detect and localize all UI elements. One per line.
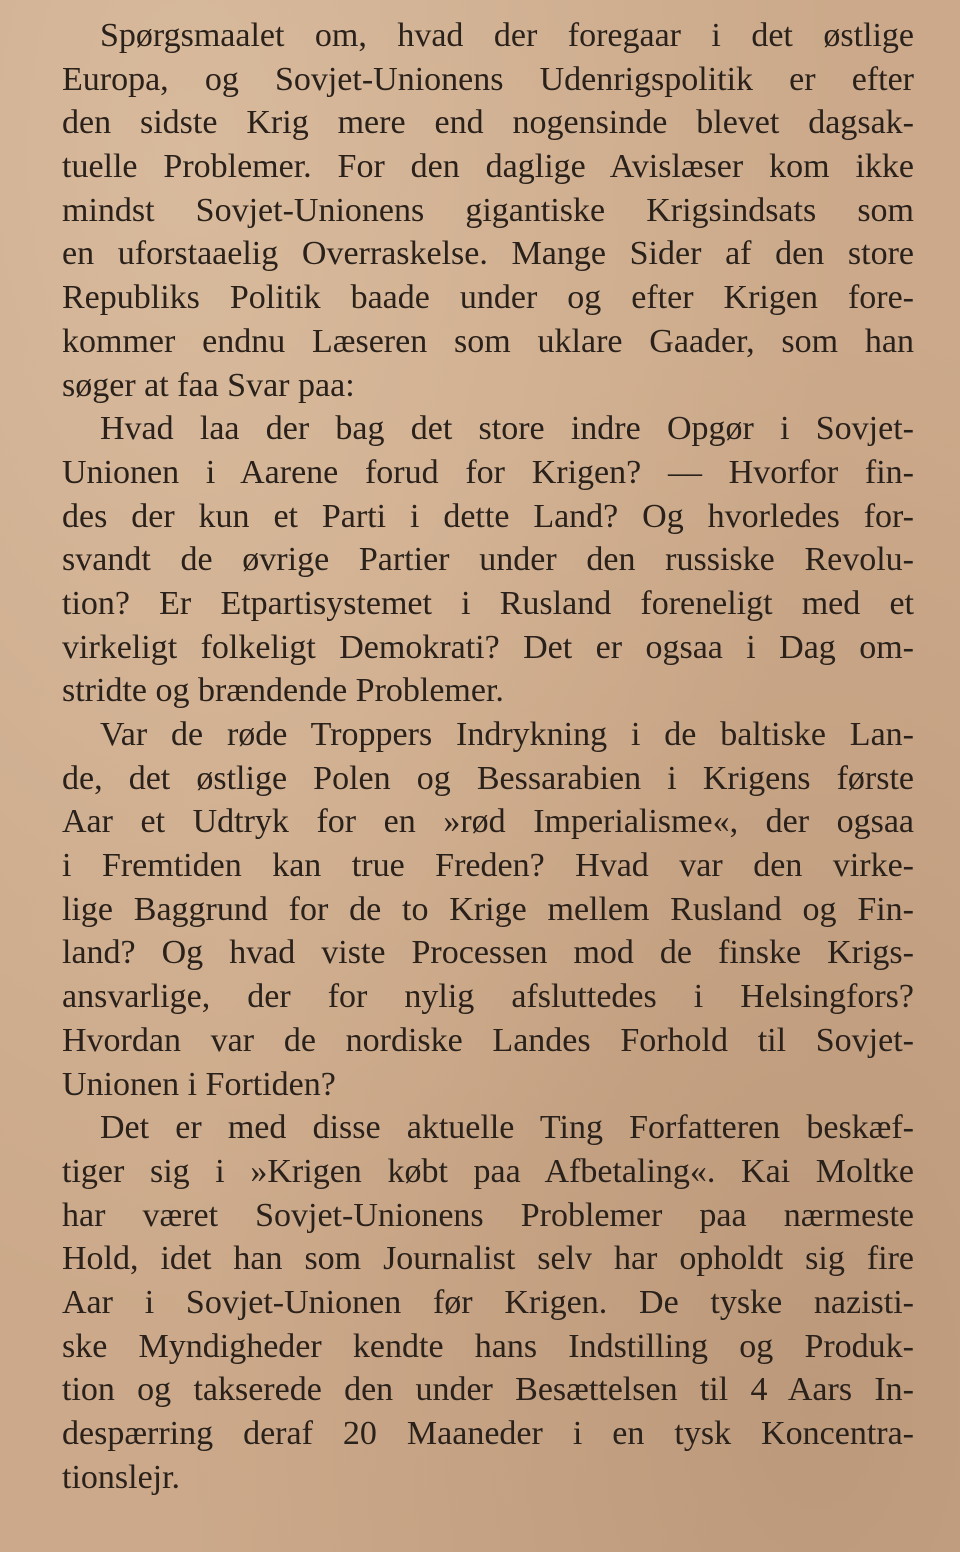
text-line: kommer endnu Læseren som uklare Gaader, som han bbox=[62, 322, 914, 360]
text-line: tion? Er Etpartisystemet i Rusland foreneligt med et bbox=[62, 584, 914, 622]
text-line: land? Og hvad viste Processen mod de finske Krigs- bbox=[62, 934, 914, 972]
text-line: Hvad laa der bag det store indre Opgør i Sovjet- bbox=[100, 410, 914, 448]
text-line: tion og takserede den under Besættelsen til 4 Aars In- bbox=[62, 1371, 914, 1409]
text-line: Unionen i Fortiden? bbox=[62, 1065, 336, 1103]
text-line: Var de røde Troppers Indrykning i de baltiske Lan- bbox=[100, 716, 914, 753]
text-line: despærring deraf 20 Maaneder i en tysk Koncentra- bbox=[62, 1415, 914, 1452]
text-line: lige Baggrund for de to Krige mellem Rusland og Fin- bbox=[62, 890, 914, 928]
text-line: stridte og brændende Problemer. bbox=[62, 672, 504, 710]
text-line: ansvarlige, der for nylig afsluttedes i Helsingfors? bbox=[62, 978, 914, 1016]
text-line: tiger sig i »Krigen købt paa Afbetaling«. Kai Moltke bbox=[62, 1152, 914, 1190]
paragraph-4 bbox=[62, 1106, 914, 1499]
text-line: søger at faa Svar paa: bbox=[62, 366, 355, 404]
text-line: tuelle Problemer. For den daglige Avislæser kom ikke bbox=[62, 148, 914, 186]
text-line: des der kun et Parti i dette Land? Og hvorledes for- bbox=[62, 497, 914, 535]
text-line: tionslejr. bbox=[62, 1458, 181, 1496]
text-line: virkeligt folkeligt Demokrati? Det er ogsaa i Dag om- bbox=[62, 628, 914, 666]
text-line: Hvordan var de nordiske Landes Forhold til Sovjet- bbox=[62, 1021, 914, 1059]
paragraph-1 bbox=[62, 14, 914, 407]
text-line: svandt de øvrige Partier under den russiske Revolu- bbox=[62, 541, 914, 579]
text-line: ske Myndigheder kendte hans Indstilling og Produk- bbox=[62, 1327, 914, 1365]
text-line: Hold, idet han som Journalist selv har opholdt sig fire bbox=[62, 1240, 914, 1278]
text-line: Unionen i Aarene forud for Krigen? — Hvorfor fin- bbox=[62, 453, 914, 491]
text-line: Det er med disse aktuelle Ting Forfatteren beskæf- bbox=[100, 1109, 914, 1147]
paragraph-3 bbox=[62, 713, 914, 1106]
text-line: den sidste Krig mere end nogensinde blevet dagsak- bbox=[62, 104, 914, 142]
document-page bbox=[62, 14, 914, 1499]
text-line: Aar et Udtryk for en »rød Imperialisme«, der ogsaa bbox=[62, 803, 914, 841]
text-line: mindst Sovjet-Unionens gigantiske Krigsindsats som bbox=[62, 191, 914, 229]
text-line: de, det østlige Polen og Bessarabien i Krigens første bbox=[62, 759, 914, 797]
text-line: har været Sovjet-Unionens Problemer paa nærmeste bbox=[62, 1196, 914, 1234]
paragraph-2 bbox=[62, 407, 914, 713]
text-line: Spørgsmaalet om, hvad der foregaar i det østlige bbox=[100, 17, 914, 54]
text-line: Aar i Sovjet-Unionen før Krigen. De tyske nazisti- bbox=[62, 1283, 914, 1321]
text-line: i Fremtiden kan true Freden? Hvad var den virke- bbox=[62, 847, 914, 885]
text-line: Republiks Politik baade under og efter Krigen fore- bbox=[62, 279, 914, 317]
text-line: en uforstaaelig Overraskelse. Mange Sider af den store bbox=[62, 235, 914, 273]
text-line: Europa, og Sovjet-Unionens Udenrigspolitik er efter bbox=[62, 60, 914, 98]
